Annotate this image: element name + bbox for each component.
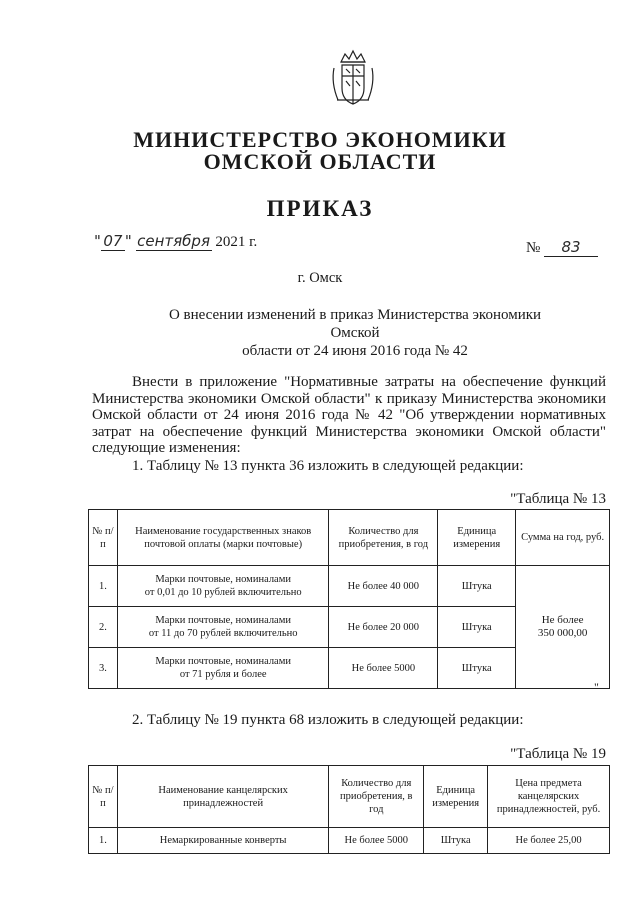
order-date xyxy=(94,232,257,251)
body-intro-text: Внести в приложение "Нормативные затраты на обеспечение функций Министерства экономики Омской области" к приказу Министерства экономики Омской области от 24 июня 2016 года № 42 "Об утверждении нормативных затрат на обеспечение функций Министерства экономики Омской области" следующие изменения: xyxy=(92,374,606,456)
row-name-line2: от 0,01 до 10 рублей включительно xyxy=(144,587,302,598)
body-item-1: 1. Таблицу № 13 пункта 36 изложить в следующей редакции: xyxy=(132,458,524,474)
table19-header-row xyxy=(89,766,610,828)
order-number xyxy=(526,238,598,257)
table19-header-price: Цена предмета канцелярских принадлежностей, руб. xyxy=(488,766,610,828)
row-name-line1: Марки почтовые, номиналами xyxy=(155,656,291,667)
date-day: 07 xyxy=(101,232,125,251)
ministry-name-line1: МИНИСТЕРСТВО ЭКОНОМИКИ xyxy=(133,127,507,152)
row-price: Не более 25,00 xyxy=(488,828,610,854)
row-num: 1. xyxy=(89,828,118,854)
document-type-title: ПРИКАЗ xyxy=(266,196,374,221)
row-name-line1: Марки почтовые, номиналами xyxy=(155,615,291,626)
city: г. Омск xyxy=(297,270,343,286)
table19-header-qty: Количество для приобретения, в год xyxy=(329,766,424,828)
order-subject xyxy=(150,306,560,360)
table13-header-name: Наименование государственных знаков почтовой оплаты (марки почтовые) xyxy=(117,510,329,566)
row-name xyxy=(117,648,329,689)
date-month: сентября xyxy=(137,232,210,250)
row-unit: Штука xyxy=(438,607,516,648)
row-name-line2: от 71 рубля и более xyxy=(179,669,267,680)
table13-header-num: № п/п xyxy=(89,510,118,566)
table13-sum-cell xyxy=(516,566,610,689)
table19-header-unit: Единица измерения xyxy=(424,766,488,828)
body-item-2: 2. Таблицу № 19 пункта 68 изложить в следующей редакции: xyxy=(132,712,524,728)
row-name: Немаркированные конверты xyxy=(117,828,328,854)
table13-header-unit: Единица измерения xyxy=(438,510,516,566)
row-name-line2: от 11 до 70 рублей включительно xyxy=(148,628,298,639)
date-year: 2021 г. xyxy=(215,234,258,250)
row-unit: Штука xyxy=(438,648,516,689)
row-num: 2. xyxy=(89,607,118,648)
row-qty: Не более 40 000 xyxy=(329,566,438,607)
row-name xyxy=(117,566,329,607)
row-unit: Штука xyxy=(438,566,516,607)
row-name xyxy=(117,607,329,648)
table-row xyxy=(89,566,610,607)
sum-line2: 350 000,00 xyxy=(537,627,588,639)
table13-header-sum: Сумма на год, руб. xyxy=(516,510,610,566)
omsk-coat-of-arms-icon xyxy=(328,48,378,110)
table-row xyxy=(89,828,610,854)
table13-header-row xyxy=(89,510,610,566)
table19-caption: "Таблица № 19 xyxy=(510,746,606,762)
order-subject-line1: О внесении изменений в приказ Министерства экономики Омской xyxy=(168,307,542,341)
table13-header-qty: Количество для приобретения, в год xyxy=(329,510,438,566)
number-prefix: № xyxy=(526,240,541,256)
ministry-name-line2: ОМСКОЙ ОБЛАСТИ xyxy=(203,149,437,174)
row-num: 3. xyxy=(89,648,118,689)
row-qty: Не более 20 000 xyxy=(329,607,438,648)
table-13 xyxy=(88,509,610,689)
table19-header-num: № п/п xyxy=(89,766,118,828)
order-subject-line2: области от 24 июня 2016 года № 42 xyxy=(242,343,468,359)
body-intro xyxy=(92,374,606,457)
sum-line1: Не более xyxy=(541,614,584,626)
date-open-quote: " xyxy=(94,232,101,250)
date-close-quote: " xyxy=(124,232,132,250)
row-name-line1: Марки почтовые, номиналами xyxy=(155,574,291,585)
table19-header-name: Наименование канцелярских принадлежностей xyxy=(117,766,328,828)
number-value: 83 xyxy=(544,238,598,257)
table-19 xyxy=(88,765,610,854)
row-unit: Штука xyxy=(424,828,488,854)
table13-caption: "Таблица № 13 xyxy=(510,491,606,507)
row-qty: Не более 5000 xyxy=(329,648,438,689)
table13-closing-quote: " xyxy=(594,680,599,694)
row-num: 1. xyxy=(89,566,118,607)
row-qty: Не более 5000 xyxy=(329,828,424,854)
